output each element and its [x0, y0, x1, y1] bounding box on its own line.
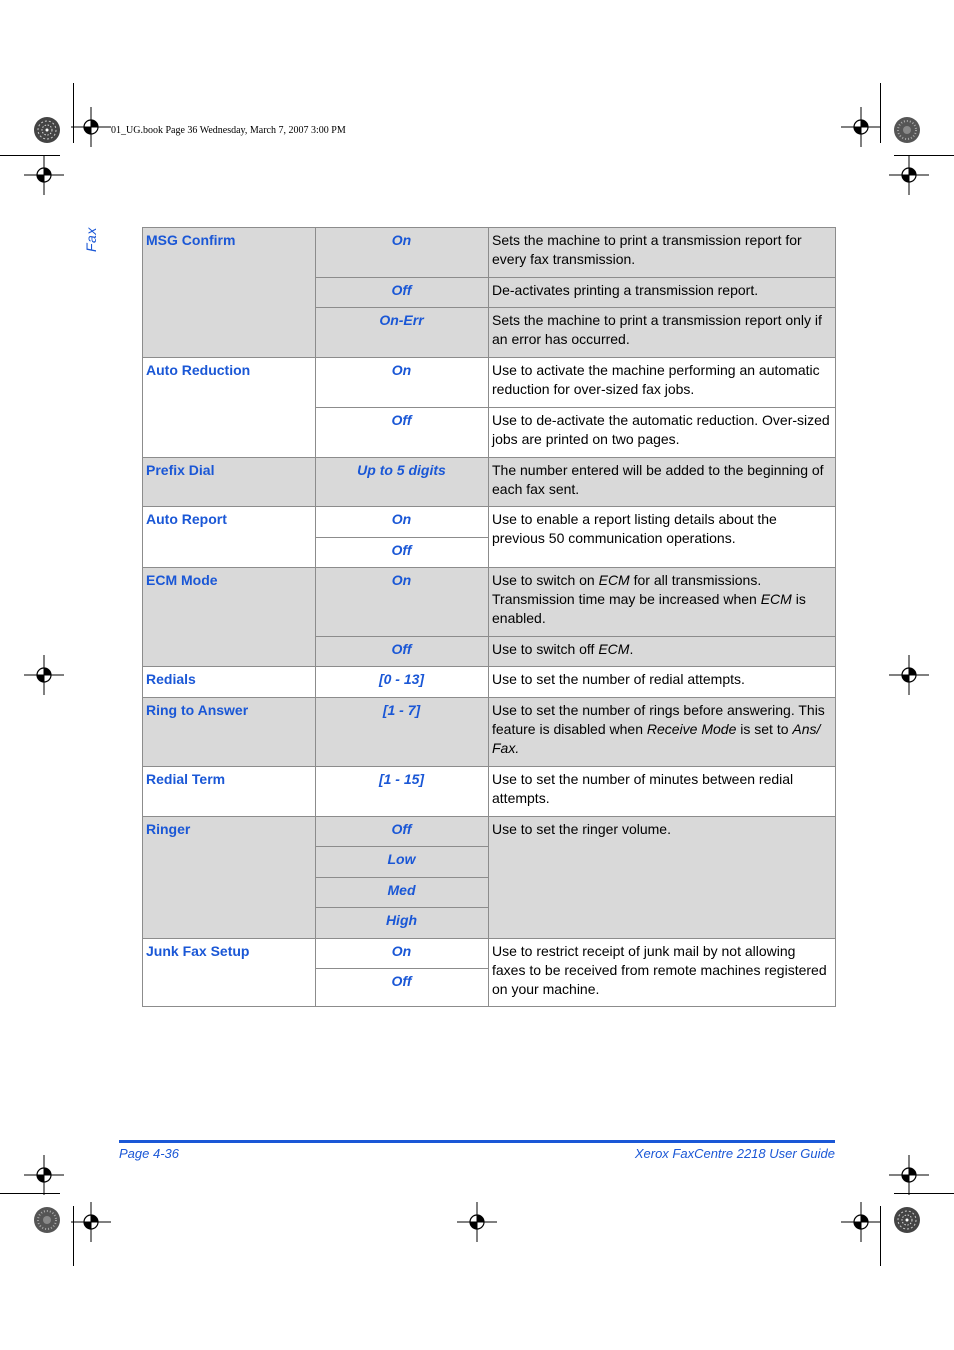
setting-name: Ring to Answer: [143, 698, 316, 767]
option-value: Off: [316, 969, 489, 1007]
option-value: Low: [316, 847, 489, 878]
option-description: The number entered will be added to the beginning of each fax sent.: [489, 458, 836, 507]
option-value: Off: [316, 408, 489, 458]
option-value: Off: [316, 538, 489, 568]
registration-mark-icon: [71, 1202, 111, 1242]
option-description: Use to set the ringer volume.: [489, 817, 836, 939]
option-description: Use to set the number of minutes between redial attempts.: [489, 767, 836, 817]
page-number: Page 4-36: [119, 1146, 179, 1161]
setting-name: Redial Term: [143, 767, 316, 817]
setting-name: MSG Confirm: [143, 228, 316, 358]
registration-mark-icon: [841, 107, 881, 147]
option-description: Sets the machine to print a transmission report for every fax transmission.: [489, 228, 836, 278]
table-row: [143, 568, 836, 637]
setting-name: Redials: [143, 667, 316, 698]
book-header-line: 01_UG.book Page 36 Wednesday, March 7, 2007 3:00 PM: [111, 125, 346, 136]
option-value: [1 - 7]: [316, 698, 489, 767]
setting-name: Auto Report: [143, 507, 316, 568]
option-description: Sets the machine to print a transmission report only if an error has occurred.: [489, 308, 836, 358]
registration-mark-icon: [889, 1155, 929, 1195]
setting-name: ECM Mode: [143, 568, 316, 667]
table-row: [143, 358, 836, 408]
option-value: On: [316, 507, 489, 538]
table-row: [143, 507, 836, 538]
option-value: On-Err: [316, 308, 489, 358]
table-row: [143, 767, 836, 817]
registration-mark-icon: [24, 655, 64, 695]
color-rosette-icon: [33, 1206, 61, 1234]
section-tab: Fax: [83, 227, 99, 252]
option-description: Use to restrict receipt of junk mail by not allowing faxes to be received from remote machines registered on your machine.: [489, 939, 836, 1007]
guide-title: Xerox FaxCentre 2218 User Guide: [634, 1146, 835, 1161]
registration-mark-icon: [889, 655, 929, 695]
setting-name: Auto Reduction: [143, 358, 316, 458]
option-value: On: [316, 939, 489, 969]
option-description: Use to de-activate the automatic reduction. Over-sized jobs are printed on two pages.: [489, 408, 836, 458]
option-description: Use to switch off ECM.: [489, 637, 836, 667]
registration-mark-icon: [457, 1202, 497, 1242]
registration-mark-icon: [71, 107, 111, 147]
table-row: [143, 817, 836, 847]
color-rosette-icon: [893, 116, 921, 144]
option-description: Use to set the number of rings before answering. This feature is disabled when Receive Mode is set to Ans/ Fax.: [489, 698, 836, 767]
registration-mark-icon: [24, 1155, 64, 1195]
option-value: On: [316, 228, 489, 278]
table-row: [143, 939, 836, 969]
option-value: Off: [316, 278, 489, 308]
option-description: Use to enable a report listing details about the previous 50 communication operations.: [489, 507, 836, 568]
footer-rule: [119, 1140, 835, 1143]
registration-mark-icon: [24, 155, 64, 195]
option-value: [1 - 15]: [316, 767, 489, 817]
option-description: De-activates printing a transmission report.: [489, 278, 836, 308]
table-row: [143, 667, 836, 698]
table-row: [143, 228, 836, 278]
registration-mark-icon: [841, 1202, 881, 1242]
option-value: Up to 5 digits: [316, 458, 489, 507]
option-value: High: [316, 908, 489, 939]
option-description: Use to switch on ECM for all transmissions. Transmission time may be increased when ECM is enabled.: [489, 568, 836, 637]
option-value: Off: [316, 817, 489, 847]
color-rosette-icon: [893, 1206, 921, 1234]
table-row: [143, 698, 836, 767]
fax-settings-table: [142, 227, 836, 1007]
option-description: Use to set the number of redial attempts.: [489, 667, 836, 698]
option-value: Med: [316, 878, 489, 908]
option-value: On: [316, 358, 489, 408]
setting-name: Junk Fax Setup: [143, 939, 316, 1007]
setting-name: Prefix Dial: [143, 458, 316, 507]
option-description: Use to activate the machine performing an automatic reduction for over-sized fax jobs.: [489, 358, 836, 408]
color-rosette-icon: [33, 116, 61, 144]
table-row: [143, 458, 836, 507]
option-value: Off: [316, 637, 489, 667]
setting-name: Ringer: [143, 817, 316, 939]
registration-mark-icon: [889, 155, 929, 195]
option-value: [0 - 13]: [316, 667, 489, 698]
option-value: On: [316, 568, 489, 637]
